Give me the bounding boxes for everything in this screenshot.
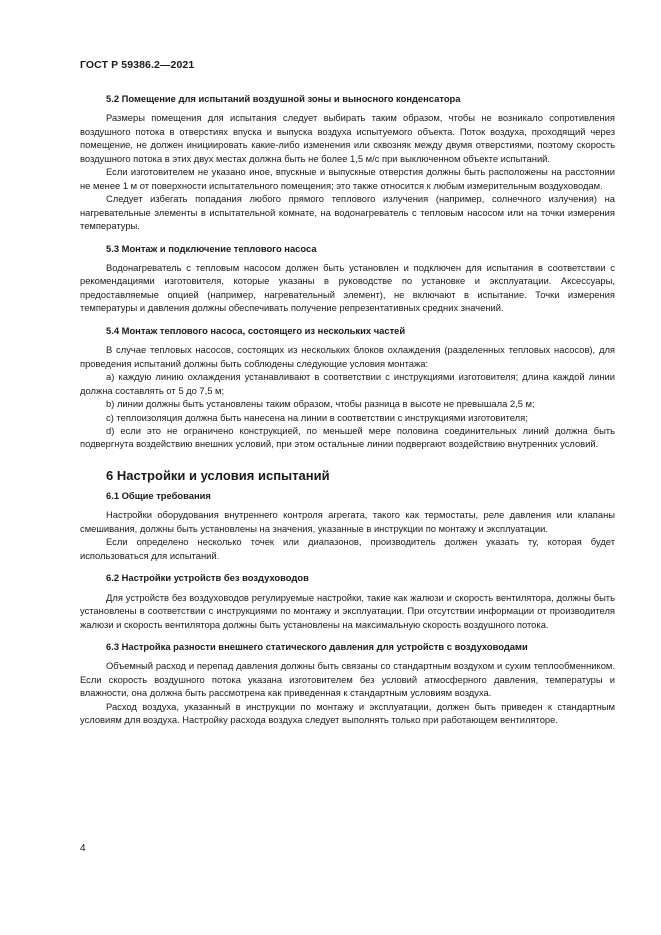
section-5-2-heading: 5.2 Помещение для испытаний воздушной зоны и выносного конденсатора <box>106 93 461 104</box>
document-body <box>80 92 615 727</box>
section-5-4-heading: 5.4 Монтаж теплового насоса, состоящего из нескольких частей <box>106 324 406 336</box>
section-6-3-paragraph-1: Объемный расход и перепад давления должны быть связаны со стандартным воздухом и сухим теплообменником. Если скорость воздушного потока указана изготовителем без условий атмосферного давления, температуры и влажности, она должна быть рассмотрена как приведенная к стандартным условиям воздуха. <box>80 660 615 699</box>
section-5-2-paragraph-3: Следует избегать попадания любого прямого теплового излучения (например, солнечного излучения) на нагревательные элементы в испытательной комнате, на водонагреватель с тепловым насосом или на точки измерения температуры. <box>80 193 615 232</box>
section-5-2-paragraph-1: Размеры помещения для испытания следует выбирать таким образом, чтобы не возникало сопротивления воздушного потока в отверстиях впуска и выпуска воздуха испытуемого объекта. Поток воздуха, проходящий через помещение, не должен инициировать какие-либо изменения или сквозняк между двумя отверстиями, поэтому скорость воздушного потока в этих двух местах должна быть не более 1,5 м/с при выключенном объекте испытаний. <box>80 112 615 164</box>
section-6-3-paragraph-2: Расход воздуха, указанный в инструкции по монтажу и эксплуатации, должен быть приведен к стандартным условиям для воздуха. Настройку расхода воздуха следует выполнять только при работающем вентиляторе. <box>80 700 615 726</box>
section-6-1-paragraph-1: Настройки оборудования внутреннего контроля агрегата, такого как термостаты, реле давления или клапаны смешивания, должны быть установлены на значения, указанные в инструкции по монтажу и эксплуатации. <box>80 509 615 534</box>
section-5-4-item-b: b) линии должны быть установлены таким образом, чтобы разница в высоте не превышала 2,5 м; <box>106 398 535 410</box>
section-5-4-item-a: а) каждую линию охлаждения устанавливают в соответствии с инструкциями изготовителя; длина каждой линии должна составлять от 5 до 7,5 м; <box>80 371 615 396</box>
section-6-2-heading: 6.2 Настройки устройств без воздуховодов <box>106 572 309 584</box>
page-number: 4 <box>80 843 86 854</box>
section-6-1-paragraph-2: Если определено несколько точек или диапазонов, производитель должен указать ту, которая будет использоваться для испытаний. <box>80 536 615 561</box>
section-6-1-heading: 6.1 Общие требования <box>106 489 211 501</box>
section-5-4-item-c: с) теплоизоляция должна быть нанесена на линии в соответствии с инструкциями изготовителя; <box>106 411 528 423</box>
section-6-3-heading: 6.3 Настройка разности внешнего статического давления для устройств с воздуховодами <box>106 640 528 652</box>
section-6-2-paragraph-1: Для устройств без воздуховодов регулируемые настройки, такие как жалюзи и скорость вентилятора, должны быть установлены в соответствии с инструкциями по монтажу и эксплуатации. При отсутствии информации от производителя жалюзи и скорость вентилятора должны быть установлены на максимальную скорость воздушного потока. <box>80 591 615 630</box>
section-5-4-paragraph-1: В случае тепловых насосов, состоящих из нескольких блоков охлаждения (разделенных тепловых насосов), для проведения испытаний должны быть соблюдены следующие условия монтажа: <box>80 344 615 369</box>
section-5-2-paragraph-2: Если изготовителем не указано иное, впускные и выпускные отверстия должны быть расположены на расстоянии не менее 1 м от поверхности испытательного помещения; это также относится к любым измерительным воздуховодам. <box>80 166 615 191</box>
document-header-code: ГОСТ Р 59386.2—2021 <box>80 59 195 71</box>
section-5-4-item-d: d) если это не ограничено конструкцией, по меньшей мере половина соединительных линий должна быть подвергнута воздействию внешних условий, при этом остальные линии подвергают воздействию внутренних условий. <box>80 424 615 450</box>
section-6-heading: 6 Настройки и условия испытаний <box>106 467 330 483</box>
section-5-3-heading: 5.3 Монтаж и подключение теплового насоса <box>106 242 317 254</box>
section-5-3-paragraph-1: Водонагреватель с тепловым насосом должен быть установлен и подключен для испытания в соответствии с рекомендациями изготовителя, которые указаны в руководстве по установке и эксплуатации. Аксессуары, предоставляемые опцией (например, нагревательный элемент), не включают в испытание. Точки измерения температуры и давления должны обеспечивать получение репрезентативных средних значений. <box>80 261 615 314</box>
